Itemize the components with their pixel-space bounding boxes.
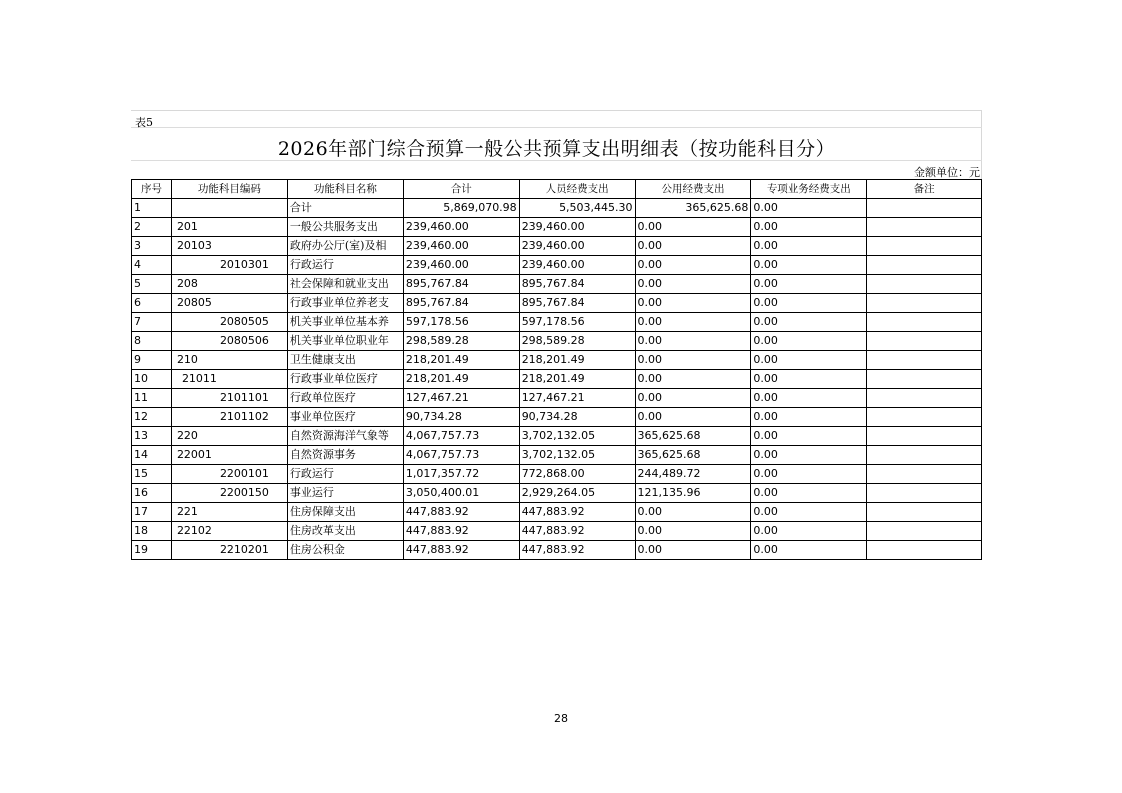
table-header-row [132,180,982,199]
public-expense-cell: 365,625.68 [635,446,751,465]
function-name-cell: 行政运行 [287,256,403,275]
special-expense-cell: 0.00 [751,446,867,465]
row-index-cell: 17 [132,503,172,522]
note-cell [867,465,982,484]
special-expense-cell: 0.00 [751,427,867,446]
function-code-cell: 20805 [171,294,287,313]
public-expense-cell: 0.00 [635,332,751,351]
note-cell [867,370,982,389]
table-row [132,465,982,484]
total-amount-cell: 298,589.28 [403,332,519,351]
function-name-cell: 行政单位医疗 [287,389,403,408]
personnel-expense-cell: 447,883.92 [519,522,635,541]
page-number: 28 [554,712,568,725]
row-index-cell: 2 [132,218,172,237]
public-expense-cell: 0.00 [635,237,751,256]
total-amount-cell: 447,883.92 [403,522,519,541]
row-index-cell: 10 [132,370,172,389]
public-expense-cell: 0.00 [635,503,751,522]
total-amount-cell: 90,734.28 [403,408,519,427]
row-index-cell: 14 [132,446,172,465]
public-expense-cell: 0.00 [635,256,751,275]
row-index-cell: 3 [132,237,172,256]
function-name-cell: 卫生健康支出 [287,351,403,370]
currency-unit-label: 金额单位：元 [914,166,980,179]
personnel-expense-cell: 895,767.84 [519,275,635,294]
total-amount-cell: 895,767.84 [403,275,519,294]
spreadsheet-sheet [131,110,982,560]
table-row [132,427,982,446]
total-amount-cell: 4,067,757.73 [403,427,519,446]
total-amount-cell: 4,067,757.73 [403,446,519,465]
row-index-cell: 8 [132,332,172,351]
row-index-cell: 13 [132,427,172,446]
table-row [132,313,982,332]
function-code-cell: 201 [171,218,287,237]
special-expense-cell: 0.00 [751,389,867,408]
total-amount-cell: 447,883.92 [403,503,519,522]
public-expense-cell: 0.00 [635,351,751,370]
total-amount-cell: 127,467.21 [403,389,519,408]
special-expense-cell: 0.00 [751,370,867,389]
public-expense-cell: 0.00 [635,541,751,560]
function-name-cell: 自然资源事务 [287,446,403,465]
public-expense-cell: 365,625.68 [635,427,751,446]
function-name-cell: 行政运行 [287,465,403,484]
function-code-cell: 220 [171,427,287,446]
row-index-cell: 18 [132,522,172,541]
row-index-cell: 15 [132,465,172,484]
personnel-expense-cell: 239,460.00 [519,218,635,237]
table-row [132,218,982,237]
total-amount-cell: 239,460.00 [403,256,519,275]
note-cell [867,503,982,522]
public-expense-cell: 0.00 [635,218,751,237]
personnel-expense-cell: 298,589.28 [519,332,635,351]
table-row [132,389,982,408]
public-expense-cell: 121,135.96 [635,484,751,503]
note-cell [867,427,982,446]
personnel-expense-cell: 447,883.92 [519,541,635,560]
function-name-cell: 住房公积金 [287,541,403,560]
special-expense-cell: 0.00 [751,503,867,522]
function-code-cell: 2200150 [171,484,287,503]
page-title: 2026年部门综合预算一般公共预算支出明细表（按功能科目分） [277,138,836,160]
function-name-cell: 行政事业单位养老支 [287,294,403,313]
public-expense-cell: 0.00 [635,522,751,541]
special-expense-cell: 0.00 [751,237,867,256]
special-expense-cell: 0.00 [751,332,867,351]
table-row [132,370,982,389]
personnel-expense-cell: 3,702,132.05 [519,427,635,446]
row-index-cell: 6 [132,294,172,313]
function-code-cell: 2101102 [171,408,287,427]
col-header-total: 合计 [403,180,519,199]
public-expense-cell: 0.00 [635,275,751,294]
personnel-expense-cell: 447,883.92 [519,503,635,522]
function-code-cell: 208 [171,275,287,294]
note-cell [867,313,982,332]
special-expense-cell: 0.00 [751,294,867,313]
note-cell [867,484,982,503]
total-amount-cell: 895,767.84 [403,294,519,313]
row-index-cell: 16 [132,484,172,503]
personnel-expense-cell: 127,467.21 [519,389,635,408]
note-cell [867,275,982,294]
table-row [132,484,982,503]
function-code-cell: 21011 [171,370,287,389]
personnel-expense-cell: 772,868.00 [519,465,635,484]
function-name-cell: 事业单位医疗 [287,408,403,427]
note-cell [867,256,982,275]
table-row [132,294,982,313]
total-amount-cell: 218,201.49 [403,370,519,389]
row-index-cell: 4 [132,256,172,275]
budget-detail-table [131,179,982,560]
total-amount-cell: 239,460.00 [403,237,519,256]
special-expense-cell: 0.00 [751,313,867,332]
personnel-expense-cell: 3,702,132.05 [519,446,635,465]
function-name-cell: 自然资源海洋气象等 [287,427,403,446]
special-expense-cell: 0.00 [751,275,867,294]
total-amount-cell: 3,050,400.01 [403,484,519,503]
table-row [132,275,982,294]
table-row [132,503,982,522]
note-cell [867,408,982,427]
note-cell [867,199,982,218]
table-row [132,256,982,275]
row-index-cell: 11 [132,389,172,408]
col-header-special: 专项业务经费支出 [751,180,867,199]
note-cell [867,218,982,237]
special-expense-cell: 0.00 [751,465,867,484]
function-code-cell: 22102 [171,522,287,541]
total-amount-cell: 1,017,357.72 [403,465,519,484]
special-expense-cell: 0.00 [751,218,867,237]
function-code-cell: 20103 [171,237,287,256]
public-expense-cell: 365,625.68 [635,199,751,218]
title-row-gridline [131,127,982,128]
note-cell [867,351,982,370]
total-amount-cell: 218,201.49 [403,351,519,370]
row-index-cell: 9 [132,351,172,370]
function-name-cell: 住房保障支出 [287,503,403,522]
table-row [132,541,982,560]
public-expense-cell: 244,489.72 [635,465,751,484]
function-code-cell: 2080505 [171,313,287,332]
special-expense-cell: 0.00 [751,541,867,560]
table-row [132,199,982,218]
note-cell [867,522,982,541]
total-amount-cell: 5,869,070.98 [403,199,519,218]
function-code-cell: 2101101 [171,389,287,408]
special-expense-cell: 0.00 [751,408,867,427]
function-code-cell: 2080506 [171,332,287,351]
function-code-cell: 210 [171,351,287,370]
table-row [132,237,982,256]
special-expense-cell: 0.00 [751,199,867,218]
col-header-name: 功能科目名称 [287,180,403,199]
personnel-expense-cell: 218,201.49 [519,370,635,389]
function-name-cell: 行政事业单位医疗 [287,370,403,389]
function-name-cell: 一般公共服务支出 [287,218,403,237]
table-row [132,446,982,465]
note-cell [867,332,982,351]
note-cell [867,446,982,465]
special-expense-cell: 0.00 [751,484,867,503]
col-header-index: 序号 [132,180,172,199]
personnel-expense-cell: 239,460.00 [519,256,635,275]
personnel-expense-cell: 218,201.49 [519,351,635,370]
public-expense-cell: 0.00 [635,408,751,427]
note-cell [867,237,982,256]
personnel-expense-cell: 2,929,264.05 [519,484,635,503]
public-expense-cell: 0.00 [635,313,751,332]
function-code-cell: 2200101 [171,465,287,484]
col-header-code: 功能科目编码 [171,180,287,199]
function-code-cell: 2010301 [171,256,287,275]
row-index-cell: 7 [132,313,172,332]
public-expense-cell: 0.00 [635,389,751,408]
function-name-cell: 机关事业单位基本养 [287,313,403,332]
table-label: 表5 [135,116,153,129]
total-amount-cell: 597,178.56 [403,313,519,332]
function-name-cell: 事业运行 [287,484,403,503]
function-name-cell: 住房改革支出 [287,522,403,541]
function-name-cell: 合计 [287,199,403,218]
sheet-top-gridline [131,110,982,111]
personnel-expense-cell: 895,767.84 [519,294,635,313]
total-amount-cell: 239,460.00 [403,218,519,237]
function-code-cell [171,199,287,218]
row-index-cell: 12 [132,408,172,427]
personnel-expense-cell: 90,734.28 [519,408,635,427]
public-expense-cell: 0.00 [635,370,751,389]
row-index-cell: 19 [132,541,172,560]
function-code-cell: 2210201 [171,541,287,560]
function-name-cell: 社会保障和就业支出 [287,275,403,294]
table-row [132,522,982,541]
note-cell [867,541,982,560]
total-amount-cell: 447,883.92 [403,541,519,560]
col-header-personnel: 人员经费支出 [519,180,635,199]
function-code-cell: 22001 [171,446,287,465]
function-name-cell: 机关事业单位职业年 [287,332,403,351]
row-index-cell: 5 [132,275,172,294]
special-expense-cell: 0.00 [751,256,867,275]
function-name-cell: 政府办公厅(室)及相 [287,237,403,256]
col-header-note: 备注 [867,180,982,199]
col-header-public: 公用经费支出 [635,180,751,199]
special-expense-cell: 0.00 [751,351,867,370]
note-cell [867,294,982,313]
public-expense-cell: 0.00 [635,294,751,313]
row-index-cell: 1 [132,199,172,218]
personnel-expense-cell: 597,178.56 [519,313,635,332]
table-row [132,332,982,351]
table-row [132,408,982,427]
function-code-cell: 221 [171,503,287,522]
personnel-expense-cell: 239,460.00 [519,237,635,256]
note-cell [867,389,982,408]
table-row [132,351,982,370]
personnel-expense-cell: 5,503,445.30 [519,199,635,218]
special-expense-cell: 0.00 [751,522,867,541]
